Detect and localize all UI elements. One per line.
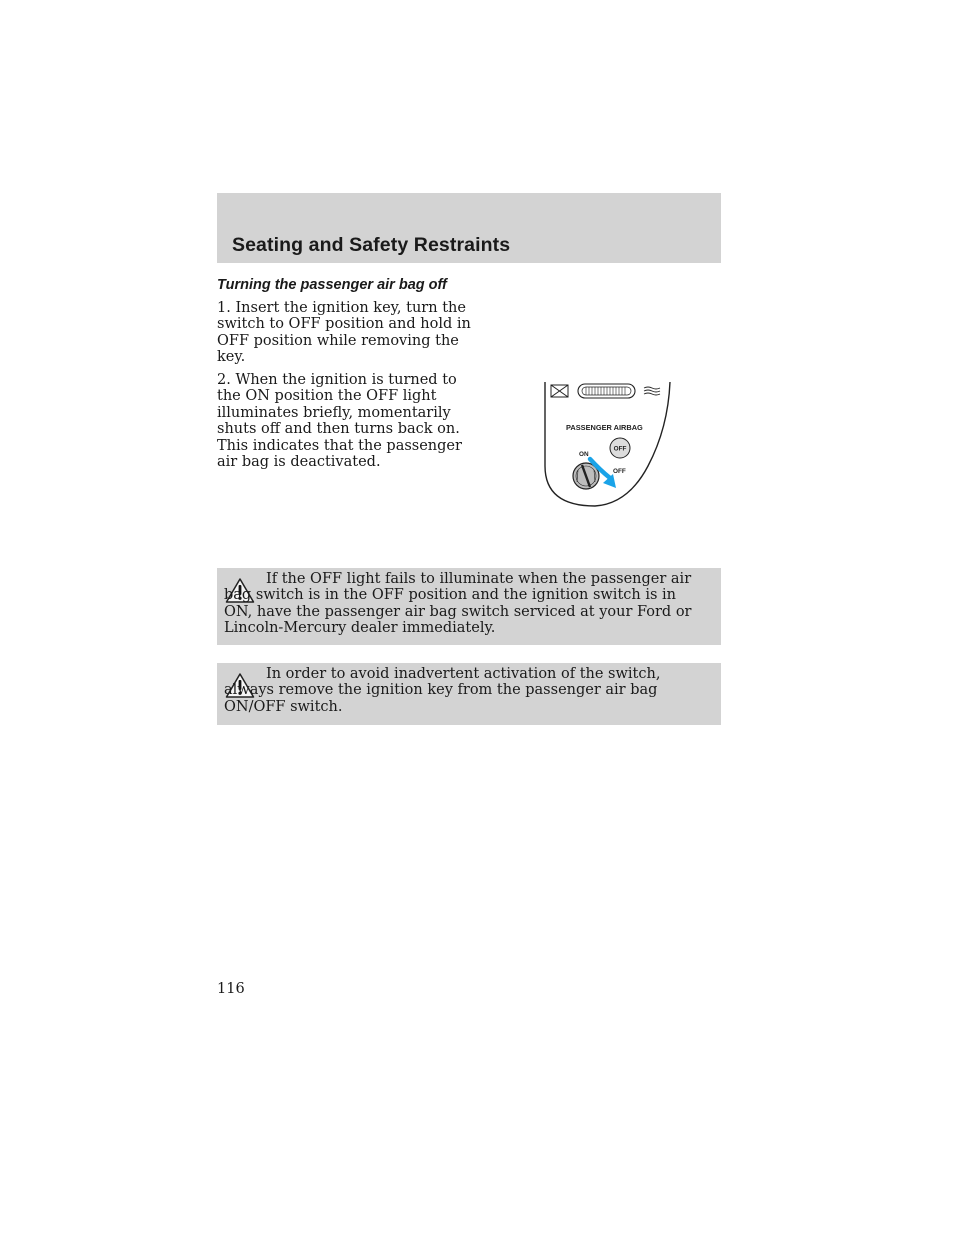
page-number: 116	[217, 981, 245, 997]
section-title: Seating and Safety Restraints	[232, 234, 511, 256]
ridged-wheel-icon	[578, 384, 635, 398]
warning-box-off-light	[217, 568, 721, 645]
warning-text: If the OFF light fails to illuminate when the passenger air bag switch is in the OFF position and the ignition switch is in ON, have the passenger air bag switch serviced at your Ford or Lincoln-Mercury dealer immediately.	[224, 571, 692, 637]
on-position-label: ON	[579, 451, 589, 458]
subheading: Turning the passenger air bag off	[217, 277, 447, 293]
passenger-airbag-label: PASSENGER AIRBAG	[566, 423, 643, 432]
crossed-box-icon	[551, 385, 568, 397]
off-position-label: OFF	[613, 468, 626, 475]
warning-text: In order to avoid inadvertent activation of the switch, always remove the ignition key from the passenger air bag ON/OFF switch.	[224, 666, 661, 715]
passenger-airbag-switch-illustration	[540, 378, 680, 512]
section-header-band	[217, 193, 721, 263]
off-lamp-label: OFF	[613, 445, 627, 453]
warning-box-remove-key	[217, 663, 721, 725]
instruction-step-2: 2. When the ignition is turned to the ON position the OFF light illuminates briefly, momentarily shuts off and then turns back on. This indicates that the passenger air bag is deactivated.	[217, 372, 462, 471]
instruction-step-1: 1. Insert the ignition key, turn the switch to OFF position and hold in OFF position while removing the key.	[217, 300, 471, 366]
wavy-lines-icon	[644, 387, 660, 395]
panel-outline	[545, 382, 670, 506]
